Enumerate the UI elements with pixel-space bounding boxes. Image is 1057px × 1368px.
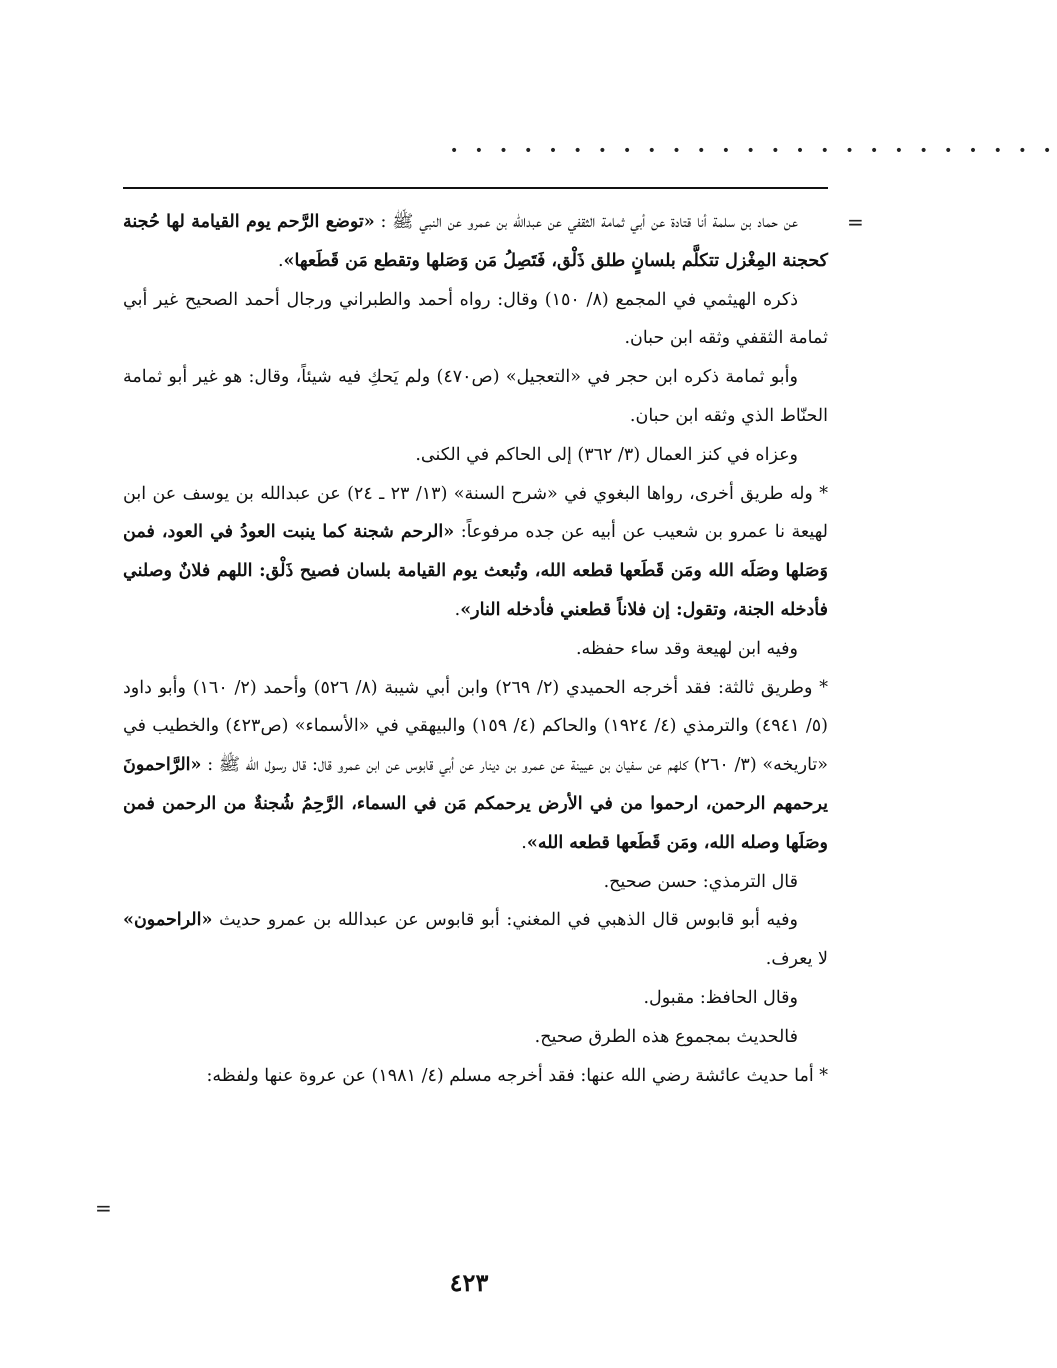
hadith-quote: «توضع الرَّحم يوم القيامة لها حُجنة كحجنة المِغْزل تتكلَّم بلسانٍ طلق ذَلْق، فَتَصِلُ مَن وَصَلها وتقطع مَن قَطَعها» [123, 212, 828, 271]
paragraph-aisha [123, 1057, 828, 1096]
hadith-quote: «الرحم شجنة كما ينبت العودُ في العود، فمن وَصَلها وصَلَه الله ومَن قَطَعها قطعه الله، وتُبعث يوم القيامة بلسان فصيح ذَلْق: اللهم فلانٌ وصلني فأدخله الجنة، وتقول: إن فلاناً قطعني فأدخله النار» [123, 522, 828, 620]
header-rule [123, 187, 828, 189]
paragraph-abu-qabus [123, 901, 828, 979]
text-run: قال الترمذي: حسن صحيح. [603, 871, 798, 892]
header-dots: • • • • • • • • • • • • • • • • • • • • • • • • • [450, 143, 1057, 159]
page-body [123, 203, 828, 1095]
text-run: فالحديث بمجموع هذه الطرق صحيح. [534, 1026, 798, 1047]
text-run: وأبو ثمامة ذكره ابن حجر في «التعجيل» (ص٤٧٠) ولم يَحكِ فيه شيئاً، وقال: هو غير أبو ثمامة الحنّاط الذي وثقه ابن حبان. [123, 367, 828, 426]
text-run: عن حماد بن سلمة أنا قتادة عن أبي ثمامة الثقفي عن عبدالله بن عمرو عن النبي ﷺ : [374, 212, 799, 232]
text-run: وعزاه في كنز العمال (٣/ ٣٦٢) إلى الحاكم في الكنى. [415, 444, 798, 465]
text-run: وفيه أبو قابوس قال الذهبي في المغني: أبو قابوس عن عبدالله بن عمرو حديث [212, 910, 798, 931]
paragraph-third-route [123, 669, 828, 863]
paragraph-second-route [123, 475, 828, 630]
paragraph-haythami [123, 281, 828, 359]
text-run: وقال الحافظ: مقبول. [643, 987, 798, 1008]
text-run: وفيه ابن لهيعة وقد ساء حفظه. [575, 638, 798, 659]
text-run: . [454, 599, 461, 620]
text-run: * وله طريق أخرى، رواها البغوي في «شرح السنة» (١٣/ ٢٣ ـ ٢٤) عن عبدالله بن يوسف عن ابن لهيعة نا عمرو بن شعيب عن أبيه عن جده مرفوعاً: [123, 483, 828, 543]
paragraph-conclusion [123, 1018, 828, 1057]
paragraph-abu-thumama [123, 358, 828, 436]
text-run: . [277, 250, 284, 271]
paragraph-ibn-lahia [123, 630, 828, 669]
hadith-quote: «الرَّاحمونَ يرحمهم الرحمن، ارحموا من في الأرض يرحمكم مَن في السماء، الرَّحِمُ شُجنةٌ من الرحمن فمن وصَلَها وصله الله، ومَن قَطَعها قطعه الله» [123, 755, 828, 853]
text-run: . [521, 832, 527, 853]
text-run: لا يعرف. [765, 949, 828, 970]
page-number: ٤٢٣ [449, 1268, 489, 1297]
text-run: * وطريق ثالثة: فقد أخرجه الحميدي (٢/ ٢٦٩) وابن أبي شيبة (٨/ ٥٢٦) وأحمد (٢/ ١٦٠) وأبو داود (٥/ ٤٩٤١) والترمذي (٤/ ١٩٢٤) والحاكم (٤/ ١٥٩) والبيهقي في «الأسماء» (ص٤٢٣) والخطيب في «تاريخه» (٣/ ٢٦٠) كلهم عن سفيان بن عيينة عن عمرو بن دينار عن أبي قابوس عن ابن عمرو قال: قال رسول الله ﷺ : [123, 677, 828, 776]
hadith-quote: «الراحمون» [123, 910, 213, 931]
text-run: ذكره الهيثمي في المجمع (٨/ ١٥٠) وقال: رواه أحمد والطبراني ورجال أحمد الصحيح غير أبي ثمامة الثقفي وثقه ابن حبان. [123, 289, 828, 349]
continuation-mark-bottom: = [95, 1196, 112, 1220]
paragraph-hafiz [123, 979, 828, 1018]
text-run: * أما حديث عائشة رضي الله عنها: فقد أخرجه مسلم (٤/ ١٩٨١) عن عروة عنها ولفظه: [206, 1065, 828, 1086]
paragraph-tirmidhi [123, 863, 828, 902]
paragraph-kanz [123, 436, 828, 475]
continuation-mark-top: = [847, 210, 864, 234]
paragraph-hadith-text [123, 203, 828, 281]
